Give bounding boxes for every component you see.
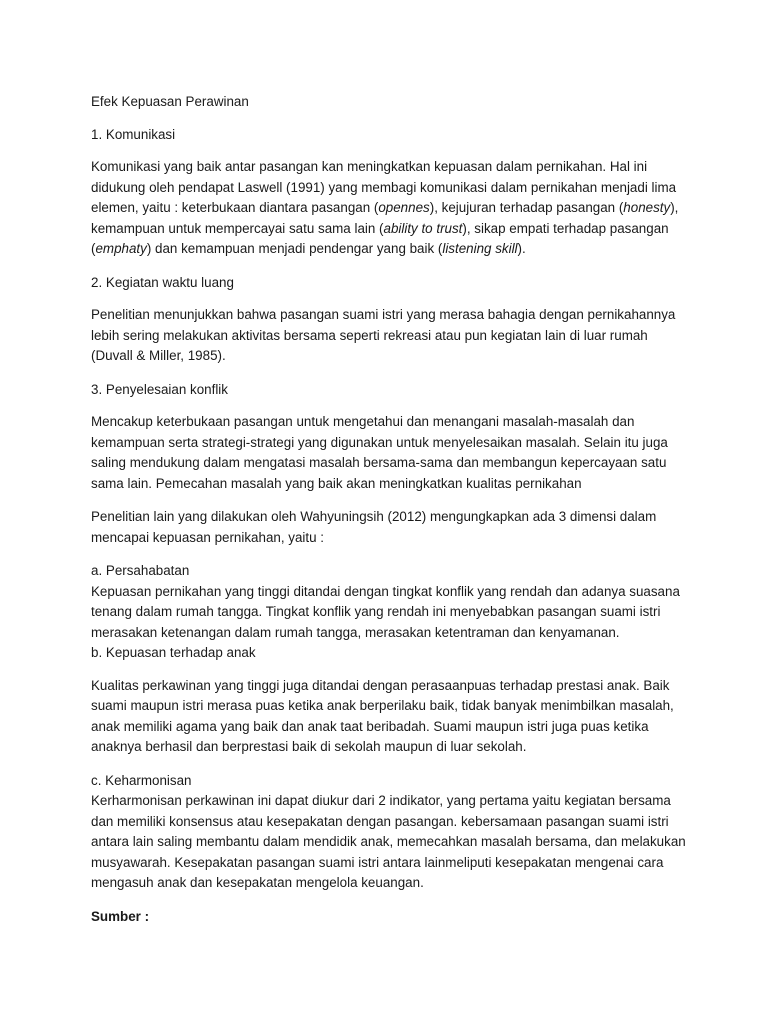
paragraph-kepuasan-anak: Kualitas perkawinan yang tinggi juga ditandai dengan perasaanpuas terhadap prestasi anak. Baik suami maupun istri merasa puas ketika anak berperilaku baik, tidak banyak menimbilkan masalah, anak memiliki agama yang baik dan anak taat beribadah. Suami maupun istri juga puas ketika anaknya berhasil dan berprestasi baik di sekolah maupun di luar sekolah.: [91, 677, 674, 754]
document-page: [91, 92, 691, 927]
sumber-label: Sumber :: [91, 908, 150, 924]
dimension-heading-kepuasan-anak: b. Kepuasan terhadap anak: [91, 645, 256, 660]
section-heading-komunikasi: 1. Komunikasi: [91, 126, 176, 142]
paragraph-persahabatan: Kepuasan pernikahan yang tinggi ditandai dengan tingkat konflik yang rendah dan adanya suasana tenang dalam rumah tangga. Tingkat konflik yang rendah ini menyebabkan pasangan suami istri merasakan ketenangan dalam rumah tangga, merasakan ketentraman dan kenyamanan.: [91, 583, 680, 640]
paragraph-komunikasi: Komunikasi yang baik antar pasangan kan meningkatkan kepuasan dalam pernikahan. Hal ini didukung oleh pendapat Laswell (1991) yang membagi komunikasi dalam pernikahan menjadi lima elemen, yaitu : keterbukaan diantara pasangan (opennes), kejujuran terhadap pasangan (honesty), kemampuan untuk mempercayai satu sama lain (ability to trust), sikap empati terhadap pasangan (emphaty) dan kemampuan menjadi pendengar yang baik (listening skill).: [91, 159, 679, 256]
section-heading-konflik: 3. Penyelesaian konflik: [91, 381, 228, 397]
paragraph-waktu-luang: Penelitian menunjukkan bahwa pasangan suami istri yang merasa bahagia dengan pernikahannya lebih sering melakukan aktivitas bersama seperti rekreasi atau pun kegiatan lain di luar rumah (Duvall & Miller, 1985).: [91, 307, 676, 363]
section-heading-waktu-luang: 2. Kegiatan waktu luang: [91, 274, 234, 290]
dimension-heading-keharmonisan: c. Keharmonisan: [91, 772, 192, 788]
dimension-heading-persahabatan: a. Persahabatan: [91, 563, 190, 578]
document-title: Efek Kepuasan Perawinan: [91, 94, 249, 109]
paragraph-intro-dimensi: Penelitian lain yang dilakukan oleh Wahyuningsih (2012) mengungkapkan ada 3 dimensi dalam mencapai kepuasan pernikahan, yaitu :: [91, 509, 657, 545]
paragraph-keharmonisan: Kerharmonisan perkawinan ini dapat diukur dari 2 indikator, yang pertama yaitu kegiatan bersama dan memiliki konsensus atau kesepakatan dengan pasangan. kebersamaan pasangan suami istri antara lain saling membantu dalam mendidik anak, memecahkan masalah bersama, dan melakukan musyawarah. Kesepakatan pasangan suami istri antara lainmeliputi kesepakatan mengenai cara mengasuh anak dan kesepakatan mengelola keuangan.: [91, 793, 686, 890]
paragraph-konflik: Mencakup keterbukaan pasangan untuk mengetahui dan menangani masalah-masalah dan kemampuan serta strategi-strategi yang digunakan untuk menyelesaikan masalah. Selain itu juga saling mendukung dalam mengatasi masalah bersama-sama dan membangun kepercayaan satu sama lain. Pemecahan masalah yang baik akan meningkatkan kualitas pernikahan: [91, 414, 668, 491]
